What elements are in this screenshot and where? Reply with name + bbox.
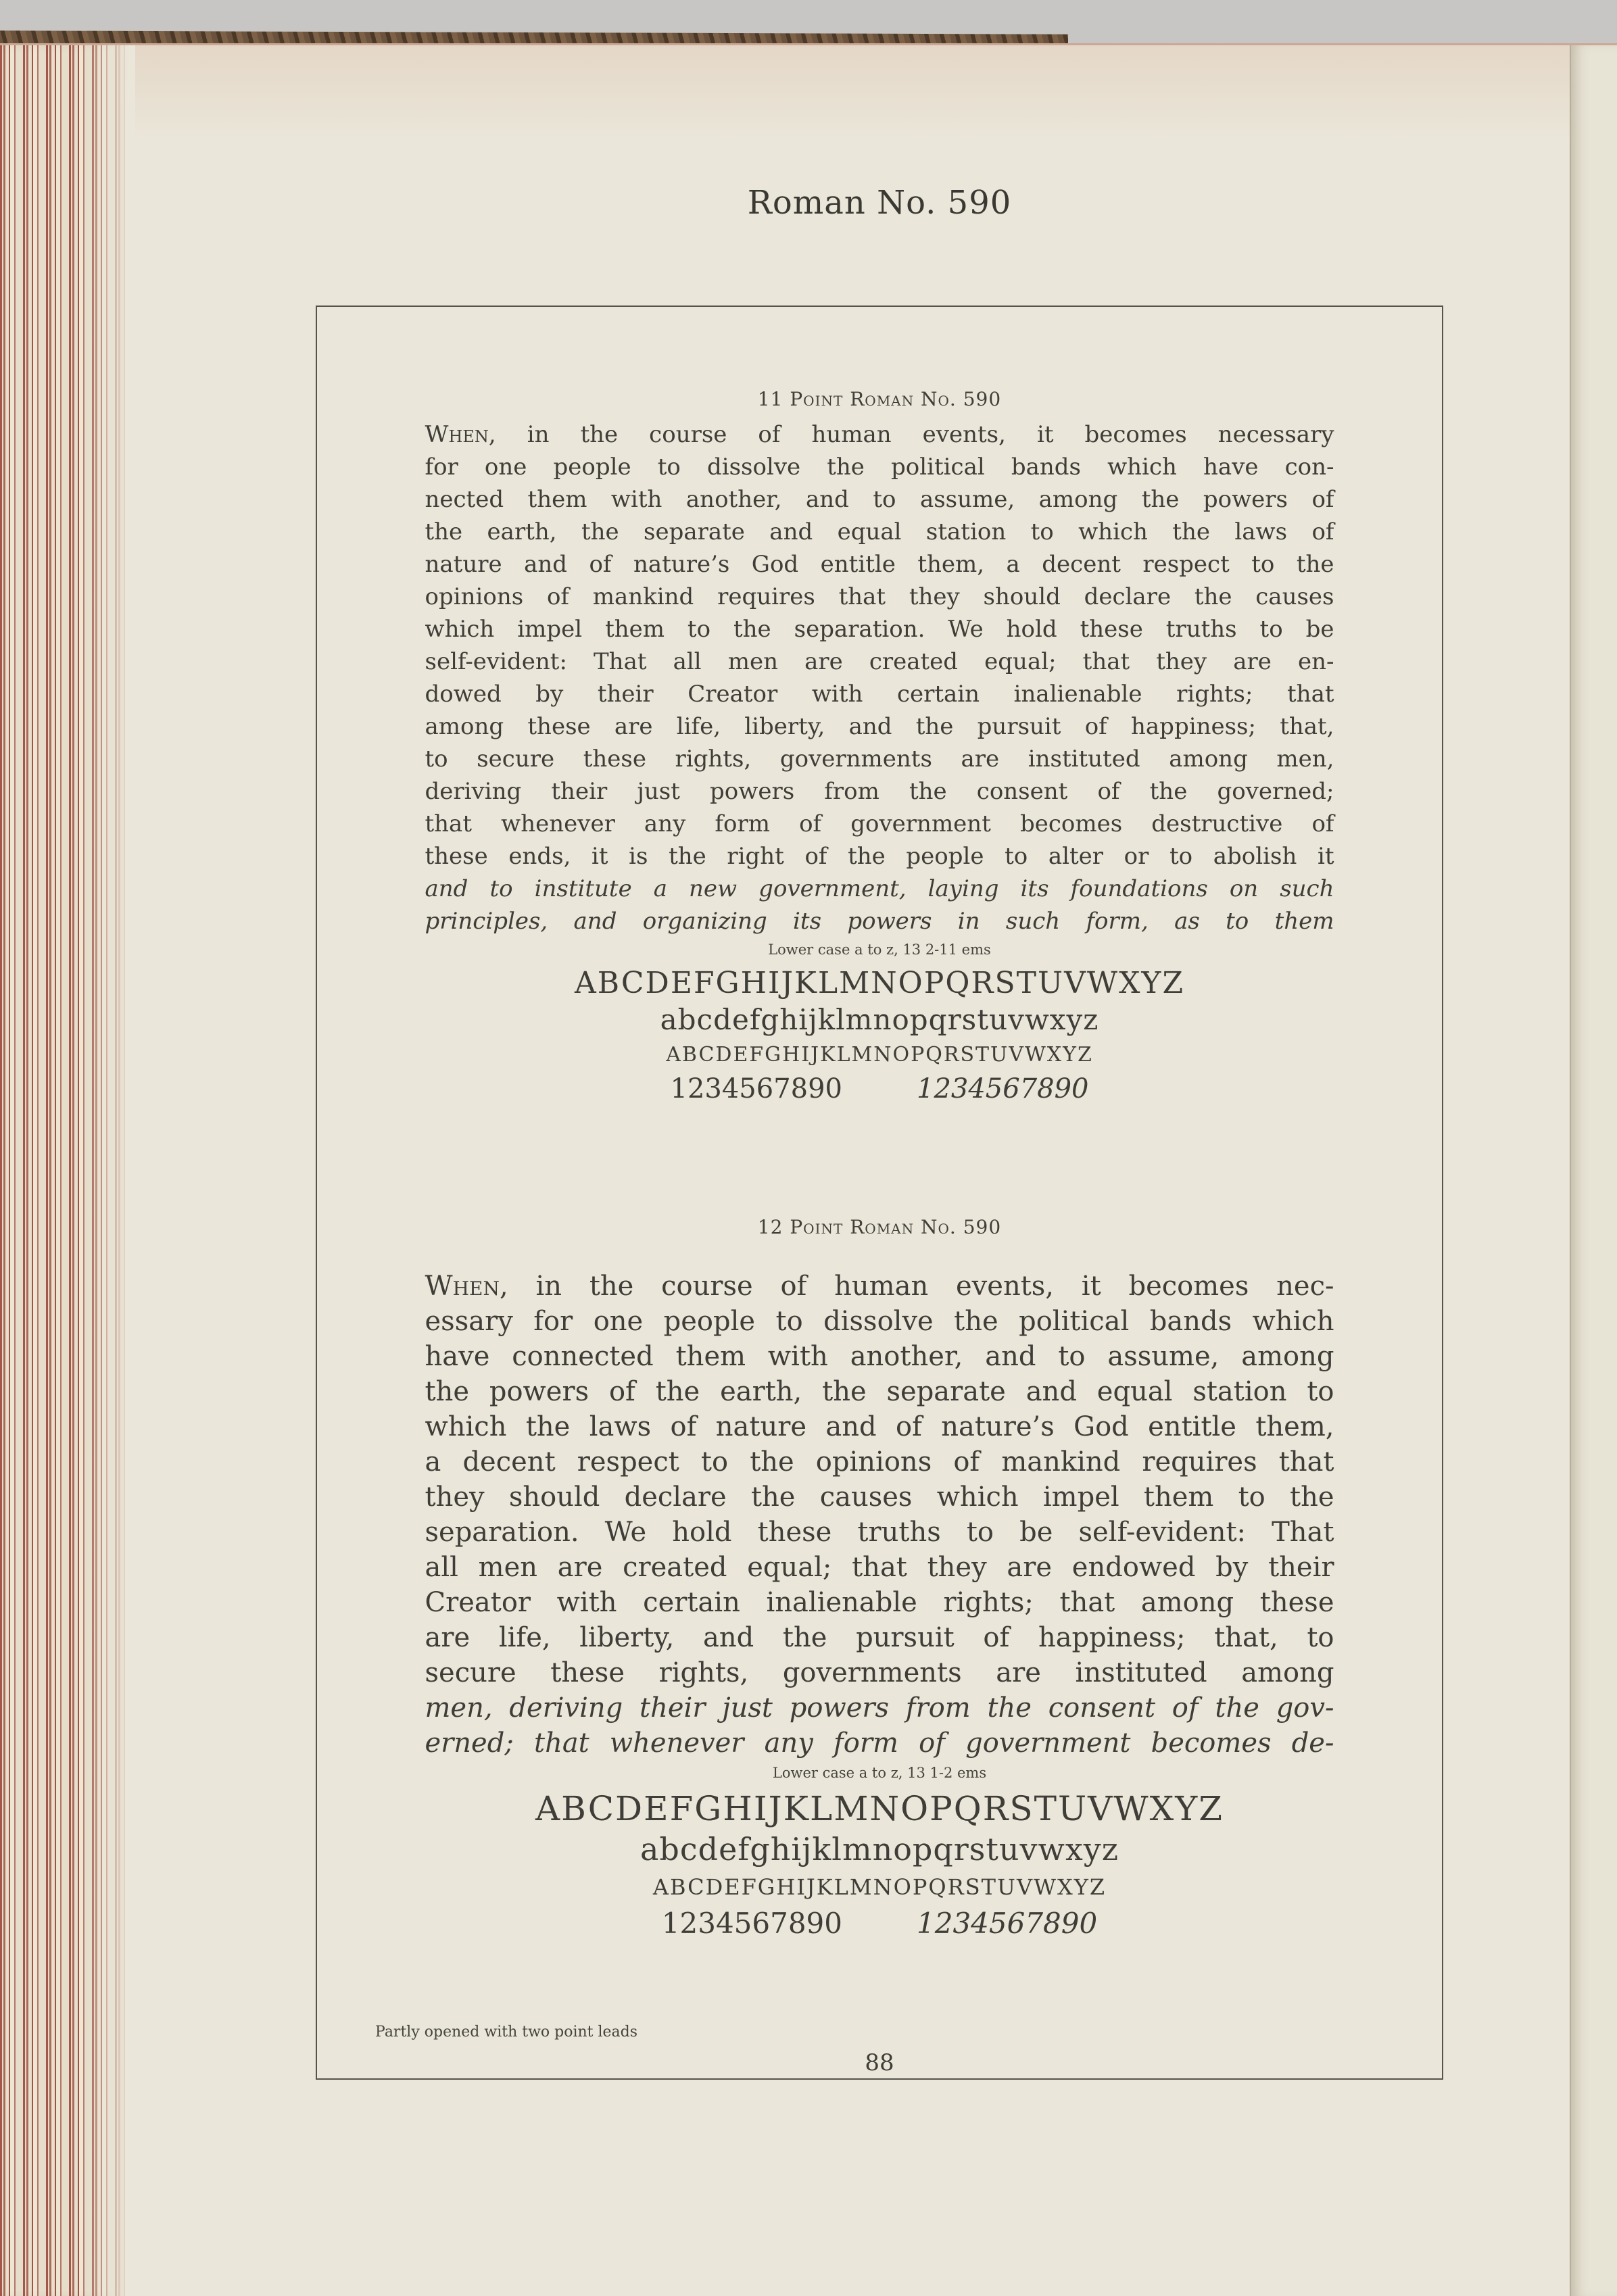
- text-line: deriving their just powers from the consent of the governed;: [425, 778, 1334, 805]
- text-line: a decent respect to the opinions of mankind requires that: [425, 1446, 1334, 1477]
- scan-corner-shadow: [1434, 0, 1617, 36]
- text-line-italic: men, deriving their just powers from the consent of the gov-: [425, 1692, 1334, 1724]
- text-line: all men are created equal; that they are endowed by their: [425, 1552, 1334, 1583]
- text-line: the powers of the earth, the separate and equal station to: [425, 1376, 1334, 1407]
- text-line: which the laws of nature and of nature’s God entitle them,: [425, 1411, 1334, 1442]
- text-line: the earth, the separate and equal station to which the laws of: [425, 518, 1334, 545]
- adjacent-page-edge: [1570, 45, 1617, 2296]
- page-top-tint: [0, 45, 1617, 140]
- text-line: nected them with another, and to assume, among the powers of: [425, 486, 1334, 513]
- text-line: have connected them with another, and to assume, among: [425, 1341, 1334, 1372]
- specimen-heading: 11 Point Roman No. 590: [757, 388, 1002, 410]
- specimen-paragraph: [425, 418, 1334, 937]
- text-line: essary for one people to dissolve the political bands which: [425, 1306, 1334, 1337]
- text-line: [425, 1269, 1334, 1304]
- text-line-italic: principles, and organizing its powers in such form, as to them: [425, 908, 1334, 935]
- alphabet-lowercase: abcdefghijklmnopqrstuvwxyz: [660, 1003, 1099, 1036]
- figures-row: [317, 1073, 1442, 1104]
- figures-roman: 1234567890: [670, 1073, 842, 1104]
- text-line: Creator with certain inalienable rights; that among these: [425, 1587, 1334, 1618]
- figures-row: [317, 1907, 1442, 1940]
- text-line: self-evident: That all men are created equal; that they are en-: [425, 648, 1334, 675]
- text-line: to secure these rights, governments are instituted among men,: [425, 746, 1334, 773]
- alphabet-caps: ABCDEFGHIJKLMNOPQRSTUVWXYZ: [535, 1789, 1224, 1828]
- alphabet-caps: ABCDEFGHIJKLMNOPQRSTUVWXYZ: [574, 966, 1185, 1000]
- text-line: they should declare the causes which impel them to the: [425, 1482, 1334, 1513]
- text-line: separation. We hold these truths to be self-evident: That: [425, 1517, 1334, 1548]
- figures-italic: 1234567890: [917, 1073, 1089, 1104]
- specimen-heading: 12 Point Roman No. 590: [757, 1216, 1002, 1238]
- text-line: secure these rights, governments are instituted among: [425, 1657, 1334, 1688]
- figures-roman: 1234567890: [661, 1907, 842, 1940]
- text-line: dowed by their Creator with certain inalienable rights; that: [425, 681, 1334, 708]
- page-number: 88: [865, 2049, 894, 2076]
- specimen-paragraph: [425, 1269, 1334, 1761]
- text-line: are life, liberty, and the pursuit of happiness; that, to: [425, 1622, 1334, 1653]
- lead-word: When,: [425, 421, 496, 448]
- book-page: [0, 43, 1617, 2296]
- specimen-12-point: [317, 1216, 1442, 1940]
- text-line: that whenever any form of government becomes destructive of: [425, 810, 1334, 837]
- alphabet-small-caps: ABCDEFGHIJKLMNOPQRSTUVWXYZ: [652, 1874, 1107, 1900]
- line-text: in the course of human events, it becomes nec-: [535, 1271, 1334, 1302]
- text-line-italic: erned; that whenever any form of government becomes de-: [425, 1728, 1334, 1759]
- lead-word: When,: [425, 1271, 508, 1302]
- text-line: among these are life, liberty, and the pursuit of happiness; that,: [425, 713, 1334, 740]
- alphabet-small-caps: ABCDEFGHIJKLMNOPQRSTUVWXYZ: [666, 1043, 1093, 1067]
- text-line: for one people to dissolve the political bands which have con-: [425, 454, 1334, 481]
- alphabet-lowercase: abcdefghijklmnopqrstuvwxyz: [639, 1831, 1119, 1867]
- text-line: which impel them to the separation. We hold these truths to be: [425, 616, 1334, 643]
- text-line: nature and of nature’s God entitle them, a decent respect to the: [425, 551, 1334, 578]
- text-line: opinions of mankind requires that they should declare the causes: [425, 583, 1334, 610]
- measure-caption: Lower case a to z, 13 2-11 ems: [768, 942, 991, 958]
- page-edge-fade: [81, 45, 135, 2296]
- specimen-footnote: Partly opened with two point leads: [375, 2024, 638, 2041]
- specimen-11-point: [317, 388, 1442, 1104]
- text-line: [425, 418, 1334, 451]
- text-line: these ends, it is the right of the people to alter or to abolish it: [425, 843, 1334, 870]
- page-title: Roman No. 590: [747, 184, 1012, 222]
- figures-italic: 1234567890: [917, 1907, 1098, 1940]
- text-line-italic: and to institute a new government, laying its foundations on such: [425, 875, 1334, 902]
- line-text: in the course of human events, it becomes necessary: [527, 421, 1334, 448]
- measure-caption: Lower case a to z, 13 1-2 ems: [772, 1765, 987, 1781]
- specimen-border-box: [316, 306, 1443, 2080]
